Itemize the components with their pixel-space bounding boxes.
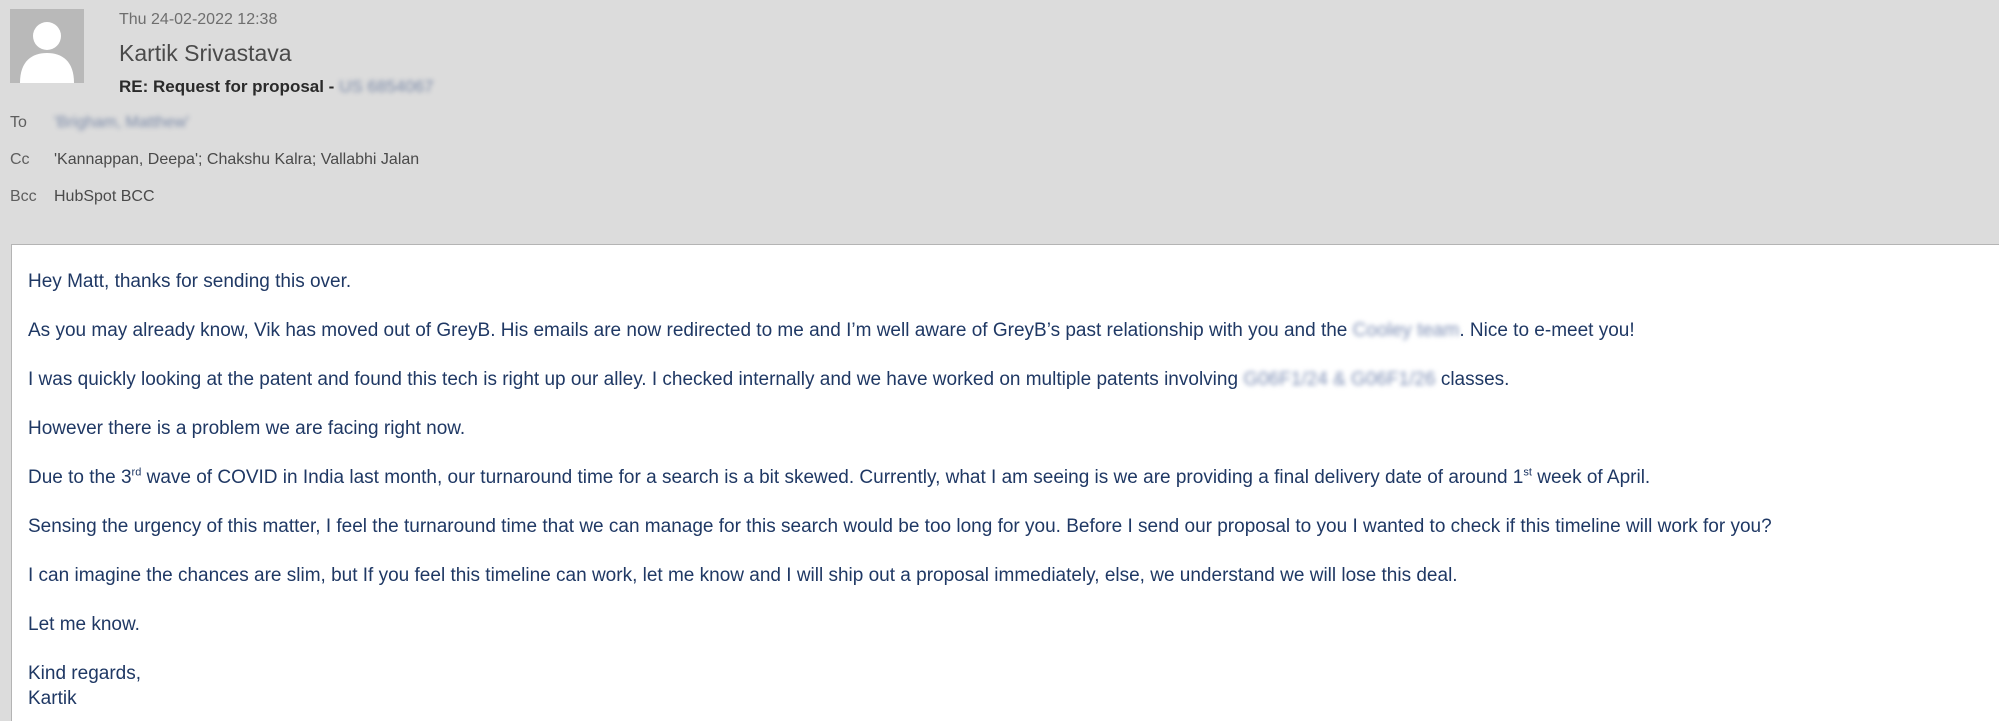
- body-text: wave of COVID in India last month, our turnaround time for a search is a bit skewed. Currently, what I am seeing is we are providing a final delivery date of around 1: [141, 467, 1524, 488]
- avatar[interactable]: [10, 9, 84, 83]
- sender-name[interactable]: Kartik Srivastava: [119, 40, 292, 66]
- subject-line: [119, 77, 434, 97]
- body-paragraph: Let me know.: [28, 614, 140, 635]
- body-paragraph: [28, 467, 1650, 489]
- to-label: To: [10, 114, 27, 131]
- body-paragraph: Sensing the urgency of this matter, I feel the turnaround time that we can manage for this search would be too long for you. Before I send our proposal to you I wanted to check if this timeline will work for you?: [28, 516, 1772, 537]
- subject-redacted: US 6854067: [339, 77, 434, 96]
- message-header: [0, 0, 1999, 244]
- body-text: week of April.: [1531, 467, 1651, 488]
- signature-name: Kartik: [28, 688, 77, 709]
- body-text: As you may already know, Vik has moved out of GreyB. His emails are now redirected to me and I’m well aware of GreyB’s past relationship with you and the: [28, 320, 1348, 341]
- body-text: I was quickly looking at the patent and found this tech is right up our alley. I checked internally and we have worked on multiple patents involving: [28, 369, 1239, 390]
- body-paragraph: Hey Matt, thanks for sending this over.: [28, 271, 352, 292]
- body-paragraph: I can imagine the chances are slim, but If you feel this timeline can work, let me know and I will ship out a proposal immediately, else, we understand we will lose this deal.: [28, 565, 1458, 586]
- cc-label: Cc: [10, 151, 30, 168]
- bcc-row: [10, 188, 155, 206]
- cc-recipients[interactable]: 'Kannappan, Deepa'; Chakshu Kalra; Vallabhi Jalan: [54, 151, 420, 168]
- body-text: classes.: [1435, 369, 1510, 390]
- redacted-text: G06F1/24 & G06F1/26: [1243, 369, 1436, 390]
- closing-line: Kind regards,: [28, 663, 142, 684]
- body-text: . Nice to e-meet you!: [1459, 320, 1635, 341]
- person-silhouette-icon: [10, 9, 84, 83]
- to-recipients[interactable]: 'Brigham, Matthew': [54, 114, 190, 131]
- bcc-label: Bcc: [10, 188, 37, 205]
- cc-row: [10, 151, 419, 169]
- to-row: [10, 114, 189, 132]
- body-paragraph: [28, 320, 1635, 342]
- body-paragraph: [28, 369, 1509, 391]
- body-paragraph: However there is a problem we are facing right now.: [28, 418, 466, 439]
- redacted-text: Cooley team: [1352, 320, 1460, 341]
- message-body[interactable]: [11, 244, 1999, 721]
- bcc-recipients[interactable]: HubSpot BCC: [54, 188, 155, 205]
- subject-text: RE: Request for proposal -: [119, 77, 340, 96]
- body-text: Due to the 3: [28, 467, 132, 488]
- superscript: st: [1523, 466, 1532, 479]
- sent-date: Thu 24-02-2022 12:38: [119, 11, 278, 28]
- superscript: rd: [131, 466, 142, 479]
